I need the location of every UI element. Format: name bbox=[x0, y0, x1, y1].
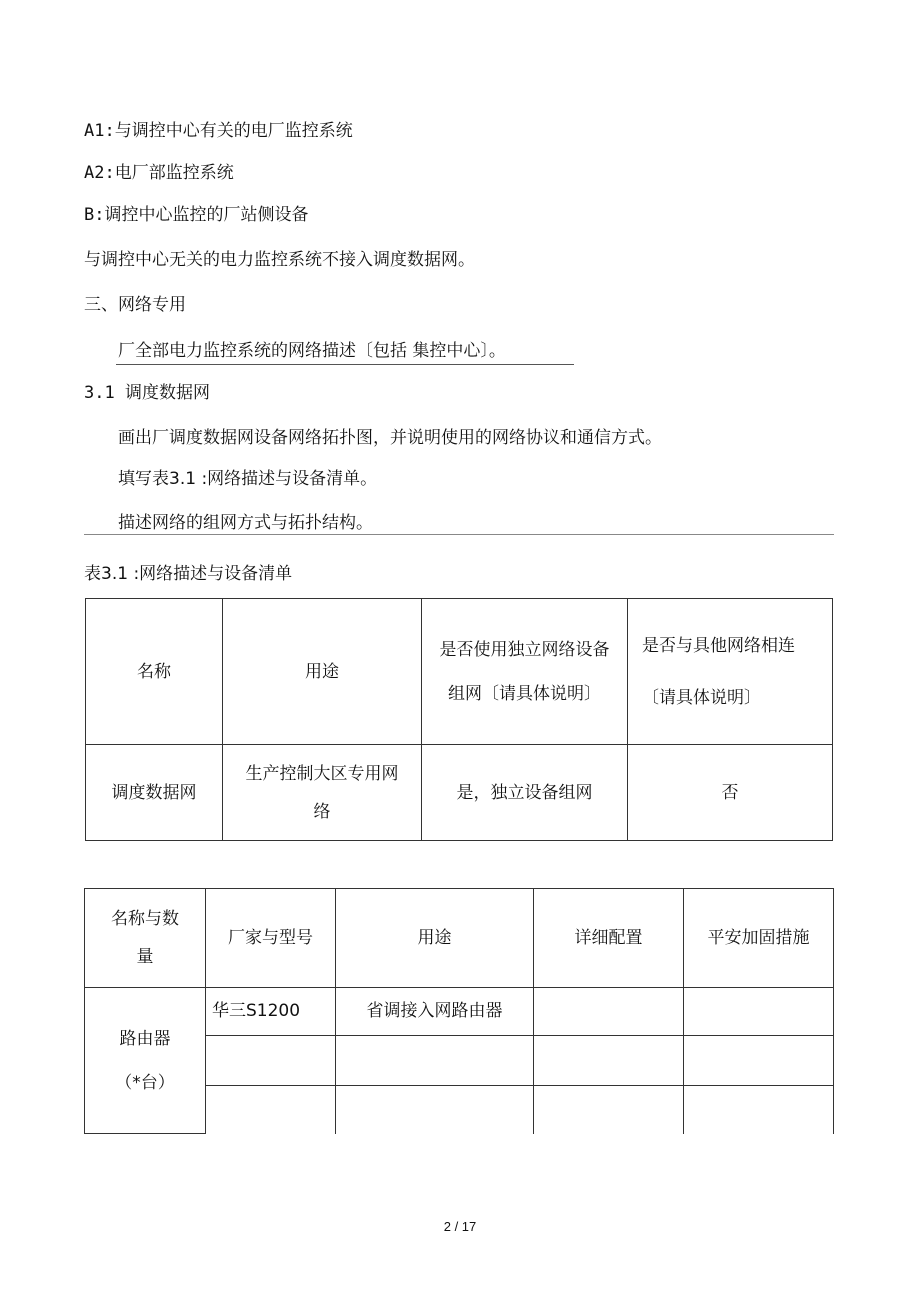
section-heading: 三、网络专用 bbox=[84, 295, 186, 315]
table2-header-security: 平安加固措施 bbox=[684, 889, 834, 988]
table2-header-config: 详细配置 bbox=[534, 889, 684, 988]
table2-header-name-qty: 名称与数量 bbox=[85, 889, 206, 988]
line-a1: A1:与调控中心有关的电厂监控系统 bbox=[84, 121, 353, 141]
table2-row3-security bbox=[684, 1086, 834, 1134]
table1-caption: 表3.1 :网络描述与设备清单 bbox=[84, 564, 293, 584]
table1-cell-independent: 是，独立设备组网 bbox=[422, 745, 628, 841]
table1-header-independent: 是否使用独立网络设备组网〔请具体说明〕 bbox=[422, 599, 628, 745]
underline bbox=[116, 364, 574, 365]
equipment-table bbox=[84, 888, 834, 1134]
table2-row3-vendor bbox=[206, 1086, 336, 1134]
table2-row1-security bbox=[684, 988, 834, 1036]
table2-header-vendor: 厂家与型号 bbox=[206, 889, 336, 988]
table1-header-name: 名称 bbox=[86, 599, 223, 745]
table2-row2-security bbox=[684, 1036, 834, 1086]
table2-row1-usage: 省调接入网路由器 bbox=[336, 988, 534, 1036]
note-text: 与调控中心无关的电力监控系统不接入调度数据网。 bbox=[84, 250, 475, 270]
table2-group-count: （*台） bbox=[115, 1072, 175, 1093]
table1-cell-name: 调度数据网 bbox=[86, 745, 223, 841]
table2-row2-vendor bbox=[206, 1036, 336, 1086]
table1-header-connected: 是否与具他网络相连〔请具体说明〕 bbox=[628, 599, 833, 745]
network-table bbox=[85, 598, 833, 841]
divider bbox=[84, 534, 834, 535]
table2-row2-config bbox=[534, 1036, 684, 1086]
line-a2: A2:电厂部监控系统 bbox=[84, 163, 234, 183]
table2-row1-config bbox=[534, 988, 684, 1036]
subsection-heading: 3.1 调度数据网 bbox=[84, 383, 210, 403]
table2-row3-config bbox=[534, 1086, 684, 1134]
paragraph-1: 画出厂调度数据网设备网络拓扑图，并说明使用的网络协议和通信方式。 bbox=[118, 428, 662, 448]
table1-header-usage: 用途 bbox=[223, 599, 422, 745]
table2-row2-usage bbox=[336, 1036, 534, 1086]
table2-row3-usage bbox=[336, 1086, 534, 1134]
paragraph-2: 填写表3.1 :网络描述与设备清单。 bbox=[118, 469, 378, 489]
table1-cell-usage: 生产控制大区专用网络 bbox=[223, 745, 422, 841]
table1-cell-connected: 否 bbox=[628, 745, 833, 841]
paragraph-3: 描述网络的组网方式与拓扑结构。 bbox=[118, 513, 373, 533]
table2-row1-vendor: 华三S1200 bbox=[206, 988, 336, 1036]
table2-group-cell bbox=[85, 988, 206, 1134]
table2-header-usage: 用途 bbox=[336, 889, 534, 988]
page-number: 2 / 17 bbox=[443, 1219, 477, 1234]
line-b: B:调控中心监控的厂站侧设备 bbox=[84, 205, 309, 225]
table2-group-name: 路由器 bbox=[119, 1028, 171, 1049]
section-description: 厂全部电力监控系统的网络描述〔包括 集控中心〕。 bbox=[118, 341, 506, 361]
